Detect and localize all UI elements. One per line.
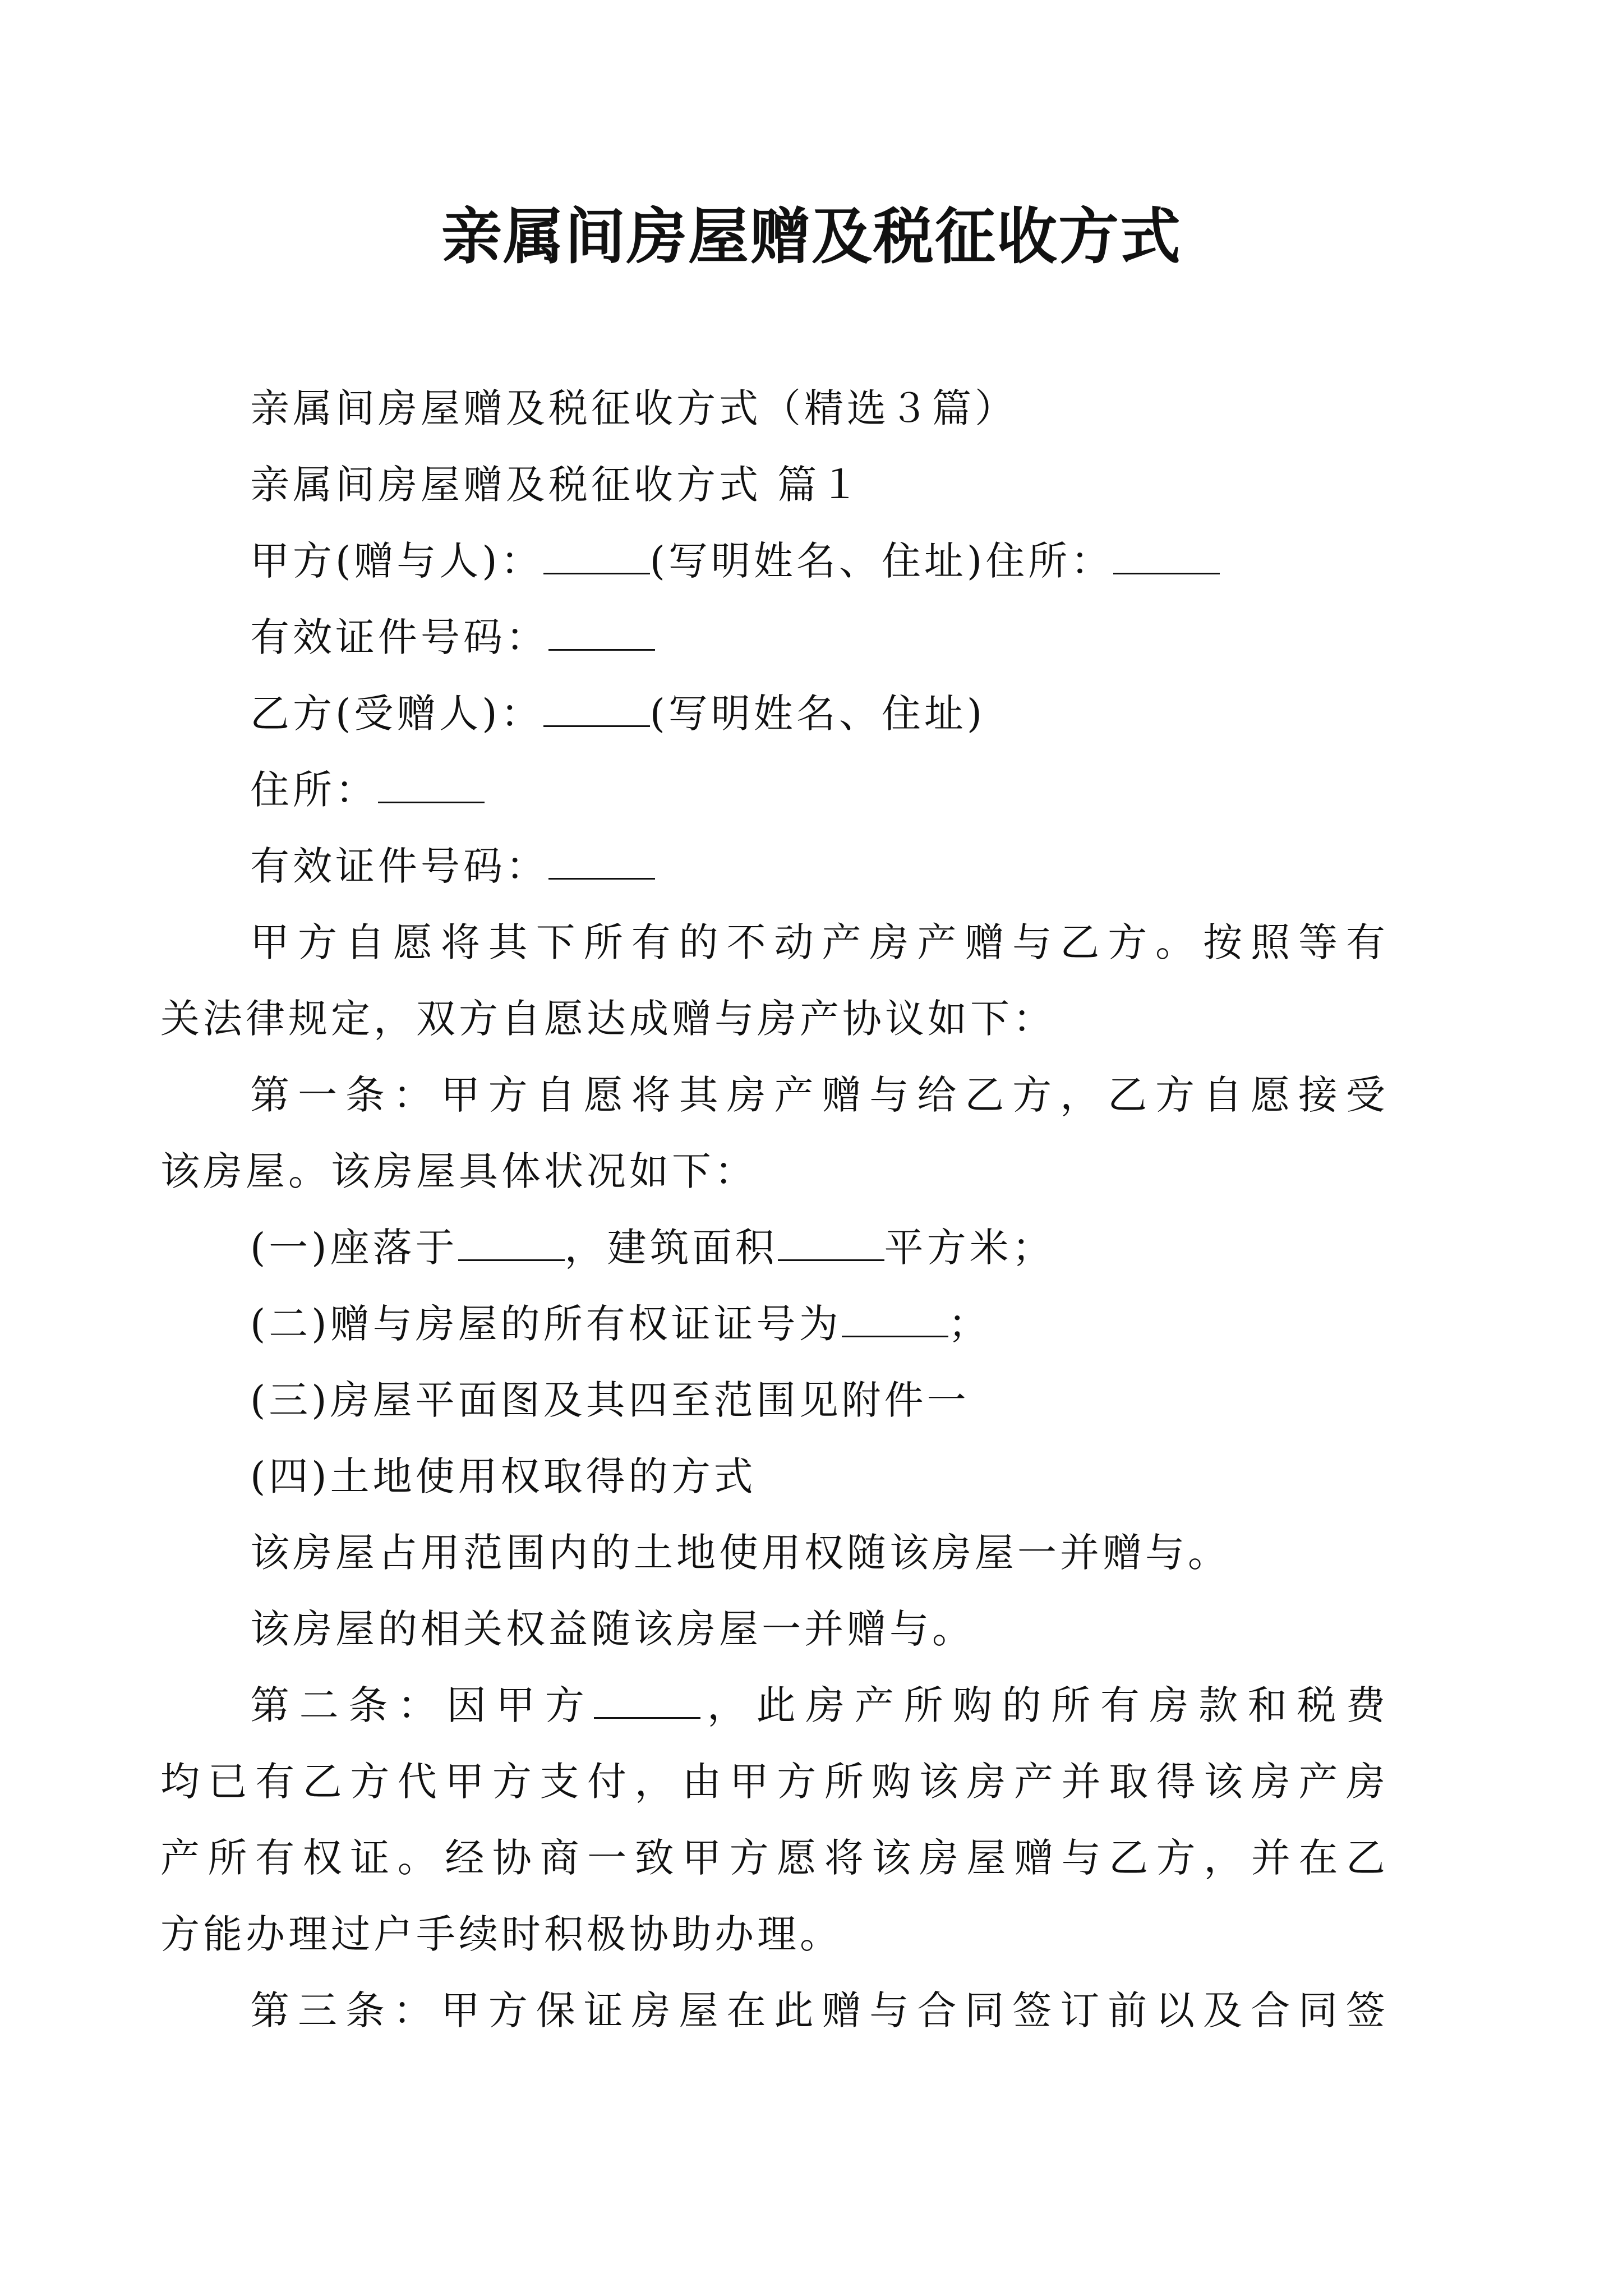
document-body	[160, 370, 1389, 2049]
item-2-line	[250, 1286, 1389, 1362]
article-2-line-2: 均已有乙方代甲方支付，由甲方所购该房产并取得该房产房	[160, 1759, 1389, 1805]
article-2-blank	[594, 1685, 700, 1719]
party-a-note: (写明姓名、住址)住所：	[649, 538, 1114, 584]
article-2-line-1	[250, 1667, 1389, 1743]
location-blank	[458, 1227, 565, 1261]
area-blank	[778, 1227, 884, 1261]
item-4-line: (四)土地使用权取得的方式	[250, 1453, 757, 1499]
party-b-id-blank	[548, 845, 655, 880]
item-2-end: ；	[948, 1301, 991, 1347]
article-2-rest: ，此房产所购的所有房款和税费	[700, 1682, 1389, 1728]
party-b-residence-line	[250, 752, 1389, 828]
party-a-line	[250, 523, 1389, 599]
item-2-label: (二)赠与房屋的所有权证证号为	[250, 1301, 842, 1347]
party-b-id-line	[250, 828, 1389, 904]
item-1-location-label: (一)座落于	[250, 1225, 458, 1271]
land-use-line: 该房屋占用范围内的土地使用权随该房屋一并赠与。	[250, 1530, 1230, 1576]
id-label-2: 有效证件号码：	[250, 843, 548, 889]
party-b-label: 乙方(受赠人)：	[250, 691, 543, 737]
party-b-note: (写明姓名、住址)	[649, 691, 986, 737]
party-a-residence-blank	[1113, 540, 1220, 574]
article-1-line-2: 该房屋。该房屋具体状况如下：	[160, 1148, 757, 1194]
item-1-area-label: ，建筑面积	[564, 1225, 778, 1271]
item-1-line	[250, 1209, 1389, 1286]
party-b-name-blank	[543, 693, 650, 727]
party-a-label: 甲方(赠与人)：	[250, 538, 543, 584]
intro-line-1: 甲方自愿将其下所有的不动产房产赠与乙方。按照等有	[250, 919, 1389, 965]
party-a-id-line	[250, 599, 1389, 675]
article-2-start: 第二条：因甲方	[250, 1682, 594, 1728]
certificate-number-blank	[842, 1303, 948, 1337]
intro-line-2: 关法律规定，双方自愿达成赠与房产协议如下：	[160, 996, 1055, 1042]
item-3-line: (三)房屋平面图及其四至范围见附件一	[250, 1377, 970, 1423]
party-a-name-blank	[543, 540, 650, 574]
article-2-line-4: 方能办理过户手续时积极协助办理。	[160, 1911, 842, 1957]
party-a-id-blank	[548, 616, 655, 651]
party-b-residence-blank	[378, 769, 485, 803]
subtitle: 亲属间房屋赠及税征收方式（精选３篇）	[250, 385, 1017, 431]
id-label: 有效证件号码：	[250, 614, 548, 660]
document-title: 亲属间房屋赠及税征收方式	[441, 201, 1182, 272]
party-b-line	[250, 675, 1389, 752]
residence-label: 住所：	[250, 767, 378, 813]
article-3-line-1: 第三条：甲方保证房屋在此赠与合同签订前以及合同签	[250, 1987, 1389, 2033]
article-2-line-3: 产所有权证。经协商一致甲方愿将该房屋赠与乙方，并在乙	[160, 1835, 1389, 1881]
section-heading: 亲属间房屋赠及税征收方式 篇１	[250, 462, 863, 508]
article-1-line-1: 第一条：甲方自愿将其房产赠与给乙方，乙方自愿接受	[250, 1072, 1389, 1118]
rights-line: 该房屋的相关权益随该房屋一并赠与。	[250, 1606, 975, 1652]
item-1-unit: 平方米；	[884, 1225, 1055, 1271]
